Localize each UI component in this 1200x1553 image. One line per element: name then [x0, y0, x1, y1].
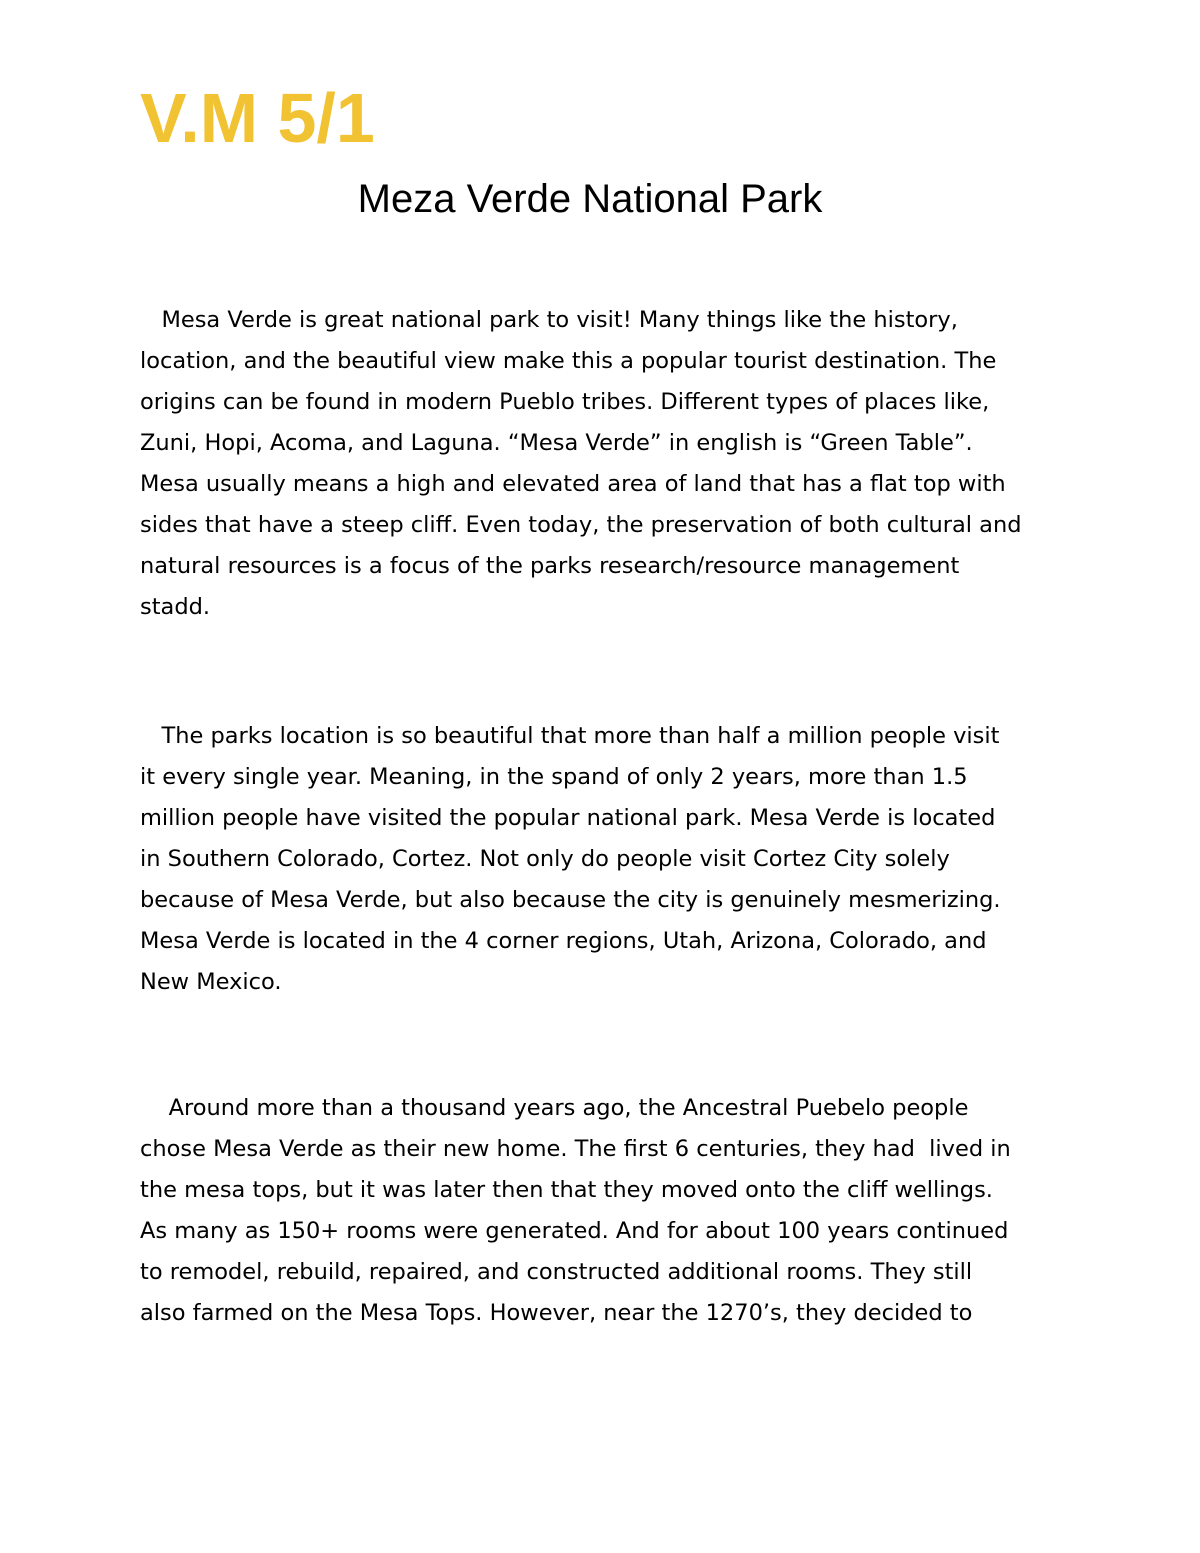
- paragraph-line: As many as 150+ rooms were generated. And for about 100 years continued: [140, 1218, 1009, 1244]
- paragraph-line: also farmed on the Mesa Tops. However, near the 1270’s, they decided to: [140, 1300, 973, 1326]
- paragraph-line: it every single year. Meaning, in the spand of only 2 years, more than 1.5: [140, 764, 968, 790]
- paragraph-line: The parks location is so beautiful that more than half a million people visit: [140, 723, 1000, 749]
- paragraph-line: sides that have a steep cliff. Even today, the preservation of both cultural and: [140, 512, 1022, 538]
- paragraph-line: New Mexico.: [140, 969, 282, 995]
- paragraph-line: the mesa tops, but it was later then that they moved onto the cliff wellings.: [140, 1177, 993, 1203]
- paragraph-line: Zuni, Hopi, Acoma, and Laguna. “Mesa Verde” in english is “Green Table”.: [140, 430, 973, 456]
- paragraph-line: million people have visited the popular national park. Mesa Verde is located: [140, 805, 996, 831]
- paragraph-line: to remodel, rebuild, repaired, and constructed additional rooms. They still: [140, 1259, 973, 1285]
- paragraph-line: location, and the beautiful view make this a popular tourist destination. The: [140, 348, 997, 374]
- paragraph-line: Mesa Verde is great national park to visit! Many things like the history,: [140, 307, 958, 333]
- paragraph-line: because of Mesa Verde, but also because the city is genuinely mesmerizing.: [140, 887, 1001, 913]
- paragraph-line: natural resources is a focus of the parks research/resource management: [140, 553, 960, 579]
- paragraph-line: origins can be found in modern Pueblo tribes. Different types of places like,: [140, 389, 990, 415]
- paragraph-history: [140, 300, 1080, 628]
- page-title: Meza Verde National Park: [357, 177, 823, 221]
- paragraph-line: stadd.: [140, 594, 211, 620]
- paragraph-line: Mesa usually means a high and elevated area of land that has a flat top with: [140, 471, 1006, 497]
- paragraph-location: [140, 716, 1080, 1003]
- paragraph-line: Mesa Verde is located in the 4 corner regions, Utah, Arizona, Colorado, and: [140, 928, 987, 954]
- paragraph-line: chose Mesa Verde as their new home. The first 6 centuries, they had lived in: [140, 1136, 1011, 1162]
- paragraph-ancestral-puebloans: [140, 1088, 1080, 1334]
- paragraph-line: Around more than a thousand years ago, the Ancestral Puebelo people: [140, 1095, 969, 1121]
- paragraph-line: in Southern Colorado, Cortez. Not only do people visit Cortez City solely: [140, 846, 950, 872]
- author-initials-heading: V.M 5/1: [140, 79, 375, 157]
